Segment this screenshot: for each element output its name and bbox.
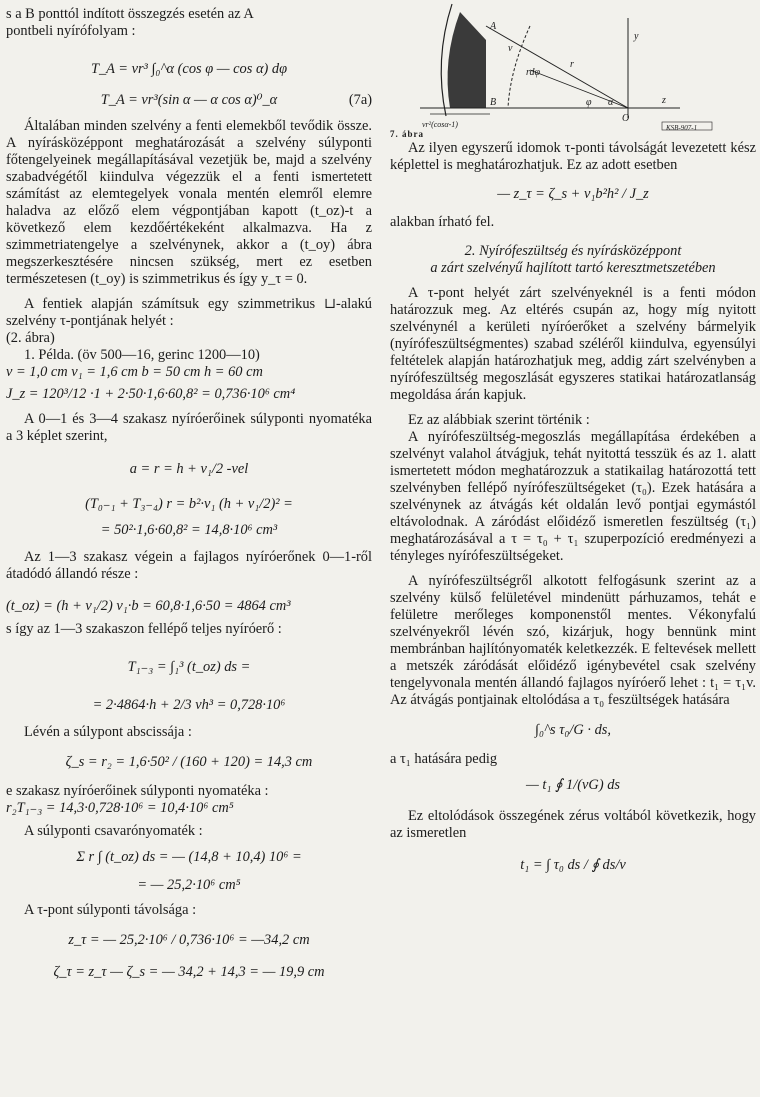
equation: ∫₀^s τ₀/G · ds, bbox=[535, 722, 611, 738]
label-bottom: vr²(cosα-1) bbox=[422, 120, 458, 129]
equation: r₂T₁₋₃ = 14,3·0,728·10⁶ = 10,4·10⁶ cm⁵ bbox=[6, 800, 234, 816]
label-b: B bbox=[490, 97, 497, 108]
equation: = 50²·1,6·60,8² = 14,8·10⁶ cm³ bbox=[100, 522, 278, 538]
label-o: O bbox=[622, 113, 630, 124]
equation: Σ r ∫ (t_oz) ds = — (14,8 + 10,4) 10⁶ = bbox=[76, 849, 302, 865]
paragraph: A nyírófeszültségről alkotott felfogásunk szerint az a szelvény külső felületével mindenütt párhuzamos, tehát e felületre merőleges komponenstől mentes. Vékonyfalú szelvényekről lévén szó, kizárjuk, hogy bennünk mint membránban hajlítónyomaték keletkezzék. E feltevések mellett a metszék záródását előidéző igénybevétel csak szelvény tengelyvonala mentén állandó fajlagos nyíróerő lehet : t₁ = τ₁v. Az átvágás pontjainak eltolódása a τ₀ feszültségek hatására bbox=[390, 573, 756, 708]
text-line: (2. ábra) bbox=[6, 330, 55, 346]
paragraph: A fentiek alapján számítsuk egy szimmetrikus ⊔-alakú szelvény τ-pontjának helyét : bbox=[6, 296, 372, 329]
paragraph: A nyírófeszültség-megoszlás megállapítása érdekében a szelvényt valahol átvágjuk, tehát nyitottá tesszük és az 1. alatt ismertetett módon meghatározzuk a statikailag határozottá tett szelvényben fellépő nyírófeszültségeket (τ₀). Ezek hatására a szelvénynek az átvágás két oldalán levő pontjai egymástól eltávolodnak. A záródást előidéző ismeretlen feszültség (τ₁) meghatározásával a τ = τ₀ + τ₁ szuperpozíció eredményezi a tényleges nyírófeszültségeket. bbox=[390, 429, 756, 564]
label-alpha: α bbox=[608, 97, 614, 108]
paragraph: e szakasz nyíróerőinek súlyponti nyomatéka : bbox=[6, 783, 269, 799]
equation-row bbox=[6, 92, 372, 112]
equation: t₁ = ∫ τ₀ ds / ∮ ds/v bbox=[520, 857, 626, 873]
radius-line bbox=[486, 26, 628, 108]
figure-caption: 7. ábra bbox=[390, 129, 424, 139]
paragraph: A τ-pont súlyponti távolsága : bbox=[24, 902, 197, 918]
paragraph: A τ-pont helyét zárt szelvényeknél is a fenti módon határozzuk meg. Az eltérés csupán az, hogy míg nyitott szelvénynél a kerületi nyíróerőket a szelvény bármelyik (nyírófeszültségmentes) szabad széléről kiindulva, egyensúlyi feltételek alapján határozhatjuk meg, addig zárt szelvényben a nyírófeszültség megoszlását egyszeres statikai határozatlanság megoldása árán kapjuk. bbox=[390, 285, 756, 403]
equation: (t_oz) = (h + v₁/2) v₁·b = 60,8·1,6·50 = 4864 cm³ bbox=[6, 598, 291, 614]
equation-number: (7a) bbox=[348, 92, 372, 108]
paragraph: Az ilyen egyszerű idomok τ-ponti távolságát levezetett kész képlettel is meghatározhatjuk. Ez az adott esetben bbox=[390, 140, 756, 173]
equation: T_A = vr³ ∫₀^α (cos φ — cos α) dφ bbox=[90, 61, 288, 77]
text-line: s a B ponttól indított összegzés esetén az A bbox=[6, 6, 254, 22]
equation: a = r = h + v₁/2 -vel bbox=[129, 461, 249, 477]
section-heading: 2. Nyírófeszültség és nyírásközéppont bbox=[464, 243, 682, 259]
paragraph: A súlyponti csavarónyomaték : bbox=[24, 823, 203, 839]
paragraph: a τ₁ hatására pedig bbox=[390, 751, 498, 767]
paragraph: A 0—1 és 3—4 szakasz nyíróerőinek súlyponti nyomatéka a 3 képlet szerint, bbox=[6, 411, 372, 444]
label-rdphi: rdφ bbox=[526, 67, 541, 78]
paragraph: Ez eltolódások összegének zérus voltából következik, hogy az ismeretlen bbox=[390, 808, 756, 841]
equation: = — 25,2·10⁶ cm⁵ bbox=[137, 877, 241, 893]
equation: — t₁ ∮ 1/(vG) ds bbox=[525, 777, 621, 793]
paragraph: s így az 1—3 szakaszon fellépő teljes nyíróerő : bbox=[6, 621, 282, 637]
equation: (T₀₋₁ + T₃₋₄) r = b²·v₁ (h + v₁/2)² = bbox=[85, 496, 293, 512]
equation: J_z = 120³/12 ·1 + 2·50·1,6·60,8² = 0,736·10⁶ cm⁴ bbox=[6, 386, 296, 402]
label-z: z bbox=[662, 95, 666, 106]
paragraph: Általában minden szelvény a fenti elemekből tevődik össze. A nyírásközéppont meghatározását a szelvény súlyponti főtengelyeinek megállapításával vezetjük be, majd a szelvény szabadvégétől kiindulva végezzük el a fenti ismertetett számítást az elemtegelyek vonala mentén elemről elemre haladva az előző elem végpontjában kapott (t_oz)-t a következő elem kezdőértékeként alkalmazva. Ha z szimmetriatengelye a szelvénynek, akkor a (t_oy) ábra megszerkesztésére nincsen szükség, mert ez esetben természetesen (t_oy) is szimmetrikus és így y_τ = 0. bbox=[6, 118, 372, 287]
label-stamp: KSB-907-1 bbox=[666, 124, 698, 132]
section-subheading: a zárt szelvényű hajlított tartó keresztmetszetében bbox=[430, 260, 716, 276]
label-a: A bbox=[490, 21, 497, 32]
equation: T₁₋₃ = ∫₁³ (t_oz) ds = bbox=[127, 659, 251, 675]
equation: T_A = vr³(sin α — α cos α)⁰_α bbox=[100, 92, 278, 108]
radius-line-2 bbox=[530, 70, 628, 108]
paragraph: Ez az alábbiak szerint történik : bbox=[408, 412, 590, 428]
equation: — z_τ = ζ_s + v₁b²h² / J_z bbox=[497, 186, 649, 202]
right-column bbox=[390, 0, 756, 888]
figure-7 bbox=[390, 0, 756, 139]
label-r: r bbox=[570, 59, 574, 70]
equation: ζ_s = r₂ = 1,6·50² / (160 + 120) = 14,3 cm bbox=[65, 754, 313, 770]
label-y: y bbox=[634, 31, 639, 42]
equation: z_τ = — 25,2·10⁶ / 0,736·10⁶ = —34,2 cm bbox=[68, 932, 310, 948]
label-phi: φ bbox=[586, 97, 592, 108]
text-line: pontbeli nyírófolyam : bbox=[6, 23, 136, 39]
example-data: v = 1,0 cm v₁ = 1,6 cm b = 50 cm h = 60 cm bbox=[6, 364, 263, 380]
equation: = 2·4864·h + 2/3 vh³ = 0,728·10⁶ bbox=[92, 697, 286, 713]
equation: ζ_τ = z_τ — ζ_s = — 34,2 + 14,3 = — 19,9 cm bbox=[53, 964, 325, 980]
example-heading: 1. Példa. (öv 500—16, gerinc 1200—10) bbox=[24, 347, 260, 363]
paragraph: Az 1—3 szakasz végein a fajlagos nyíróerőnek 0—1-ről átadódó állandó része : bbox=[6, 549, 372, 582]
label-v: v bbox=[508, 43, 513, 54]
shaded-shear-area bbox=[448, 12, 486, 108]
paragraph: alakban írható fel. bbox=[390, 214, 495, 230]
paragraph: Lévén a súlypont abscissája : bbox=[24, 724, 192, 740]
left-column bbox=[6, 0, 372, 983]
